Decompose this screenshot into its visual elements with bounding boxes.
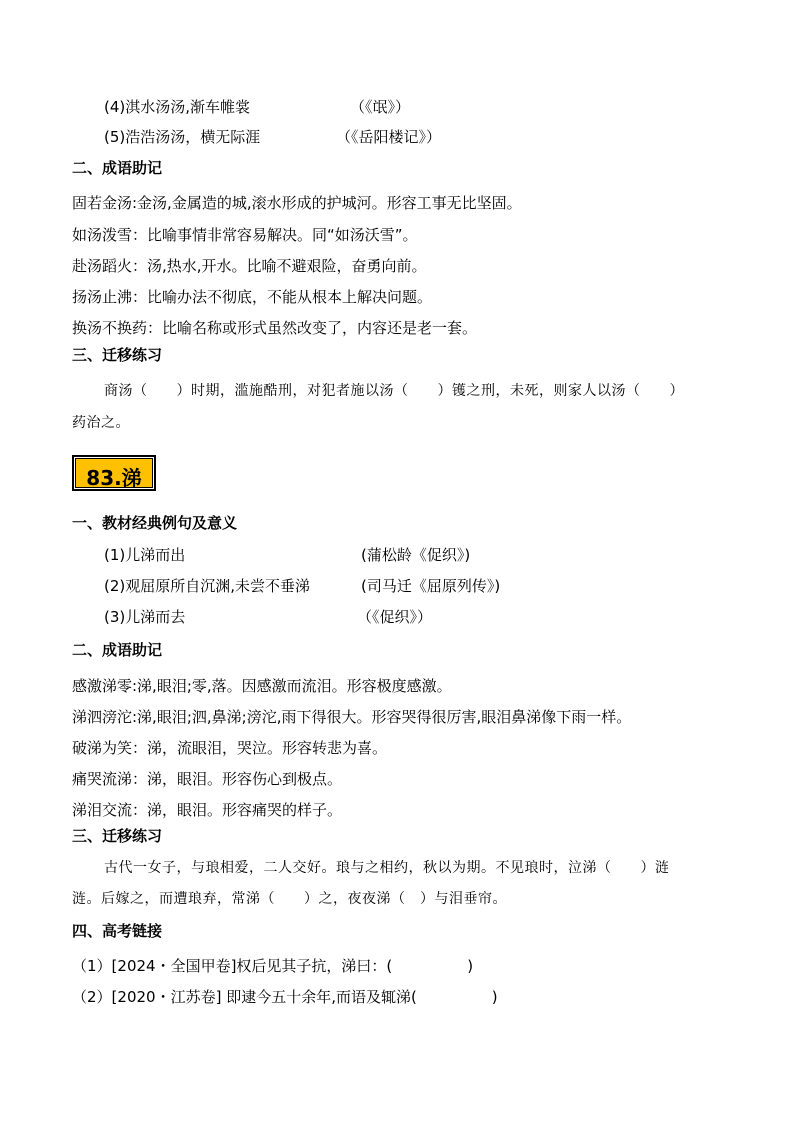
- entry-badge: [72, 455, 156, 491]
- exercise-line: 涟。后嫁之，而遭琅弃，常涕（ ）之，夜夜涕（ ）与泪垂帘。: [72, 891, 507, 907]
- exercise-line: 古代一女子，与琅相爱，二人交好。琅与之相约，秋以为期。不见琅时，泣涕（ ）涟: [104, 860, 670, 876]
- idiom-line: 痛哭流涕：涕，眼泪。形容伤心到极点。: [72, 770, 343, 788]
- idiom-line: 感激涕零:涕,眼泪;零,落。因感激而流泪。形容极度感激。: [72, 677, 452, 695]
- idiom-line: 扬汤止沸：比喻办法不彻底，不能从根本上解决问题。: [72, 288, 433, 306]
- example-source: （《促织》）: [357, 608, 433, 626]
- idiom-line: 换汤不换药：比喻名称或形式虽然改变了，内容还是老一套。: [72, 319, 478, 337]
- idiom-line: 涕泗滂沱:涕,眼泪;泗,鼻涕;滂沱,雨下得很大。形容哭得很厉害,眼泪鼻涕像下雨一样。: [72, 708, 632, 726]
- example-source: (蒲松龄《促织》): [361, 546, 471, 564]
- idiom-line: 破涕为笑：涕，流眼泪，哭泣。形容转悲为喜。: [72, 739, 388, 757]
- gaokao-question: （1）[2024・全国甲卷]权后见其子抗，涕曰：( ): [72, 957, 474, 975]
- section-heading-exercise: 三、迁移练习: [72, 827, 163, 845]
- example-source: (司马迁《屈原列传》): [361, 577, 501, 595]
- gaokao-question: （2）[2020・江苏卷] 即逮今五十余年,而语及辄涕( ): [72, 988, 498, 1006]
- entry-badge-label: 83.涕: [86, 466, 142, 490]
- exercise-line: 商汤（ ）时期，滥施酷刑，对犯者施以汤（ ）镬之刑，未死，则家人以汤（ ）: [104, 383, 684, 399]
- exercise-line: 药治之。: [72, 415, 130, 431]
- idiom-line: 赴汤蹈火：汤,热水,开水。比喻不避艰险，奋勇向前。: [72, 257, 427, 275]
- example-sentence: (1)儿涕而出: [104, 546, 186, 564]
- idiom-line: 如汤泼雪：比喻事情非常容易解决。同“如汤沃雪”。: [72, 226, 418, 244]
- section-heading-idioms: 二、成语助记: [72, 641, 163, 659]
- section-heading-examples: 一、教材经典例句及意义: [72, 514, 238, 532]
- section-heading-exercise: 三、迁移练习: [72, 346, 163, 364]
- example-sentence: (4)淇水汤汤,渐车帷裳: [104, 98, 251, 116]
- example-sentence: (3)儿涕而去: [104, 608, 186, 626]
- idiom-line: 固若金汤:金汤,金属造的城,滚水形成的护城河。形容工事无比坚固。: [72, 194, 522, 212]
- example-source: （《氓》）: [350, 98, 411, 116]
- example-sentence: (5)浩浩汤汤，横无际涯: [104, 128, 261, 146]
- idiom-line: 涕泪交流：涕，眼泪。形容痛哭的样子。: [72, 801, 343, 819]
- example-source: （《岳阳楼记》）: [336, 128, 442, 146]
- section-heading-gaokao: 四、高考链接: [72, 922, 163, 940]
- example-sentence: (2)观屈原所自沉渊,未尝不垂涕: [104, 577, 311, 595]
- section-heading-idioms: 二、成语助记: [72, 159, 163, 177]
